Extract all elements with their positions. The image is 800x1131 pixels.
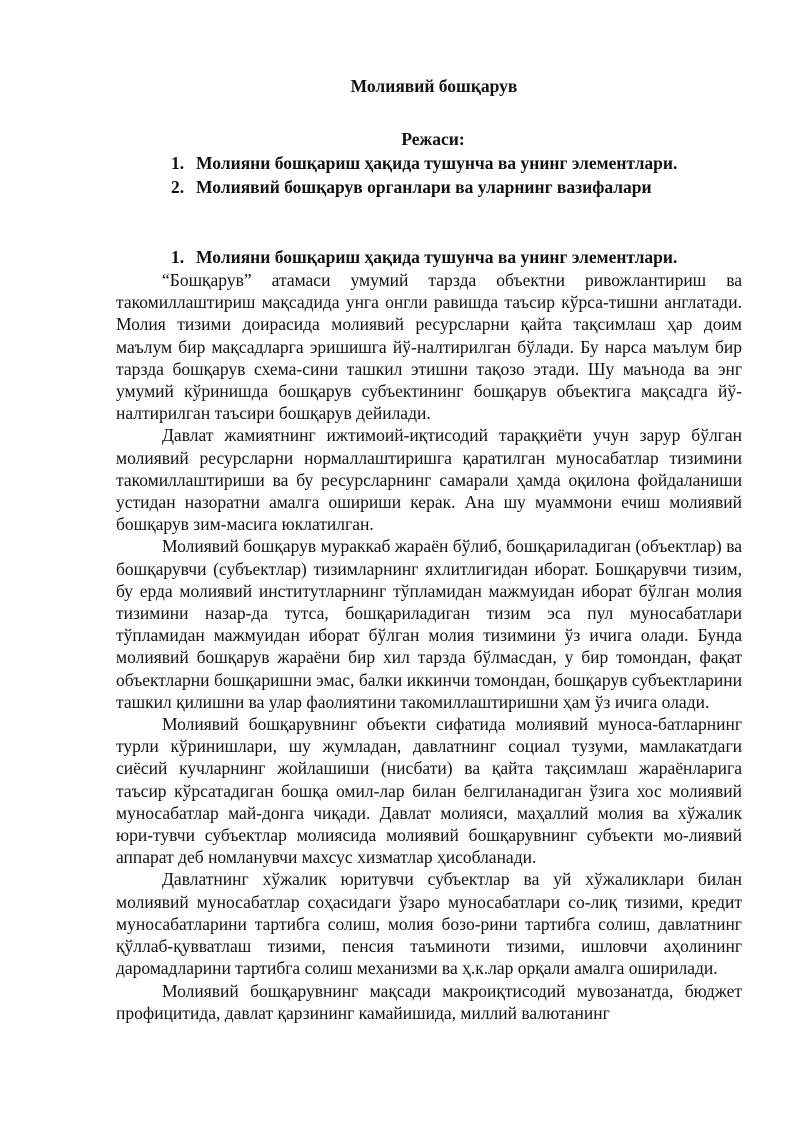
section-heading-text: Молияни бошқариш ҳақида тушунча ва унинг элементлари.: [196, 247, 678, 267]
plan-heading: Режаси:: [401, 129, 465, 149]
plan-list: [116, 151, 742, 199]
body-paragraph: Давлат жамиятнинг ижтимоий-иқтисодий тараққиёти учун зарур бўлган молиявий ресурсларни нормаллаштиришга қаратилган муносабатлар тизимини такомиллаштириши ва бу ресурсларнинг самарали ҳамда оқилона фойдаланиши устидан назоратни амалга ошириши керак. Ана шу муаммони ечиш молиявий бошқарув зим-масига юклатилган.: [116, 425, 742, 535]
body-paragraph: “Бошқарув” атамаси умумий тарзда объектни ривожлантириш ва такомиллаштириш мақсадида унга онгли равишда таъсир кўрса-тишни англатади. Молия тизими доирасида молиявий ресурсларни қайта тақсимлаш ҳар доим маълум бир мақсадларга эришишга йў-налтирилган бўлади. Бу нарса маълум бир тарзда бошқарув схема-сини ташкил этишни тақозо этади. Шу маънода ва энг умумий кўринишда бошқарув субъектининг бошқарув объектига мақсадга йў-налтирилган таъсири бошқарув дейилади.: [116, 270, 742, 424]
plan-item-text: Молияни бошқариш ҳақида тушунча ва унинг элементлари.: [196, 153, 678, 173]
plan-item-number: 2.: [171, 177, 185, 197]
document-page: [116, 74, 742, 1024]
plan-item-text: Молиявий бошқарув органлари ва уларнинг вазифалари: [196, 177, 652, 197]
body-paragraph: Молиявий бошқарувнинг объекти сифатида молиявий муноса-батларнинг турли кўринишлари, шу жумладан, давлатнинг социал тузуми, мамлакатдаги сиёсий кучларнинг жойлашиши (нисбати) ва қайта тақсимлаш жараёнларига таъсир кўрсатадиган бошқа омил-лар билан белгиланадиган ўзига хос молиявий муносабатлар май-донга чиқади. Давлат молияси, маҳаллий молия ва хўжалик юри-тувчи субъектлар молиясида молиявий бошқарувнинг субъекти мо-лиявий аппарат деб номланувчи махсус хизматлар ҳисобланади.: [116, 714, 742, 868]
document-title: Молиявий бошқарув: [350, 76, 518, 96]
section-heading: [116, 245, 742, 269]
plan-item: [116, 175, 742, 199]
section-number: 1.: [171, 247, 185, 267]
body-paragraph: Молиявий бошқарувнинг мақсади макроиқтисодий мувозанатда, бюджет профицитида, давлат қарзининг камайишида, миллий валютанинг: [116, 980, 742, 1023]
body-paragraph: Молиявий бошқарув мураккаб жараён бўлиб, бошқариладиган (объектлар) ва бошқарувчи (субъектлар) тизимларнинг яхлитлигидан иборат. Бошқарувчи тизим, бу ерда молиявий институтларнинг тўпламидан мажмуидан иборат бўлган молия тизимини назар-да тутса, бошқариладиган тизим эса пул муносабатлари тўпламидан мажмуидан иборат бўлган молия тизимини ўз ичига олади. Бунда молиявий бошқарув жараёни бир хил тарзда бўлмасдан, у бир томондан, фақат объектларни бошқаришни эмас, балки иккинчи томондан, бошқарув субъектларини ташкил қилишни ва улар фаолиятини такомиллаштиришни ҳам ўз ичига олади.: [116, 536, 742, 712]
plan-item: [116, 151, 742, 175]
body-paragraph: Давлатнинг хўжалик юритувчи субъектлар ва уй хўжаликлари билан молиявий муносабатлар соҳасидаги ўзаро муносабатлари со-лиқ тизими, кредит муносабатларини тартибга солиш, молия бозо-рини тартибга солиш, давлатнинг қўллаб-қувватлаш тизими, пенсия таъминоти тизими, ишловчи аҳолининг даромадларини тартибга солиш механизми ва ҳ.к.лар орқали амалга оширилади.: [116, 869, 742, 979]
plan-item-number: 1.: [171, 153, 185, 173]
